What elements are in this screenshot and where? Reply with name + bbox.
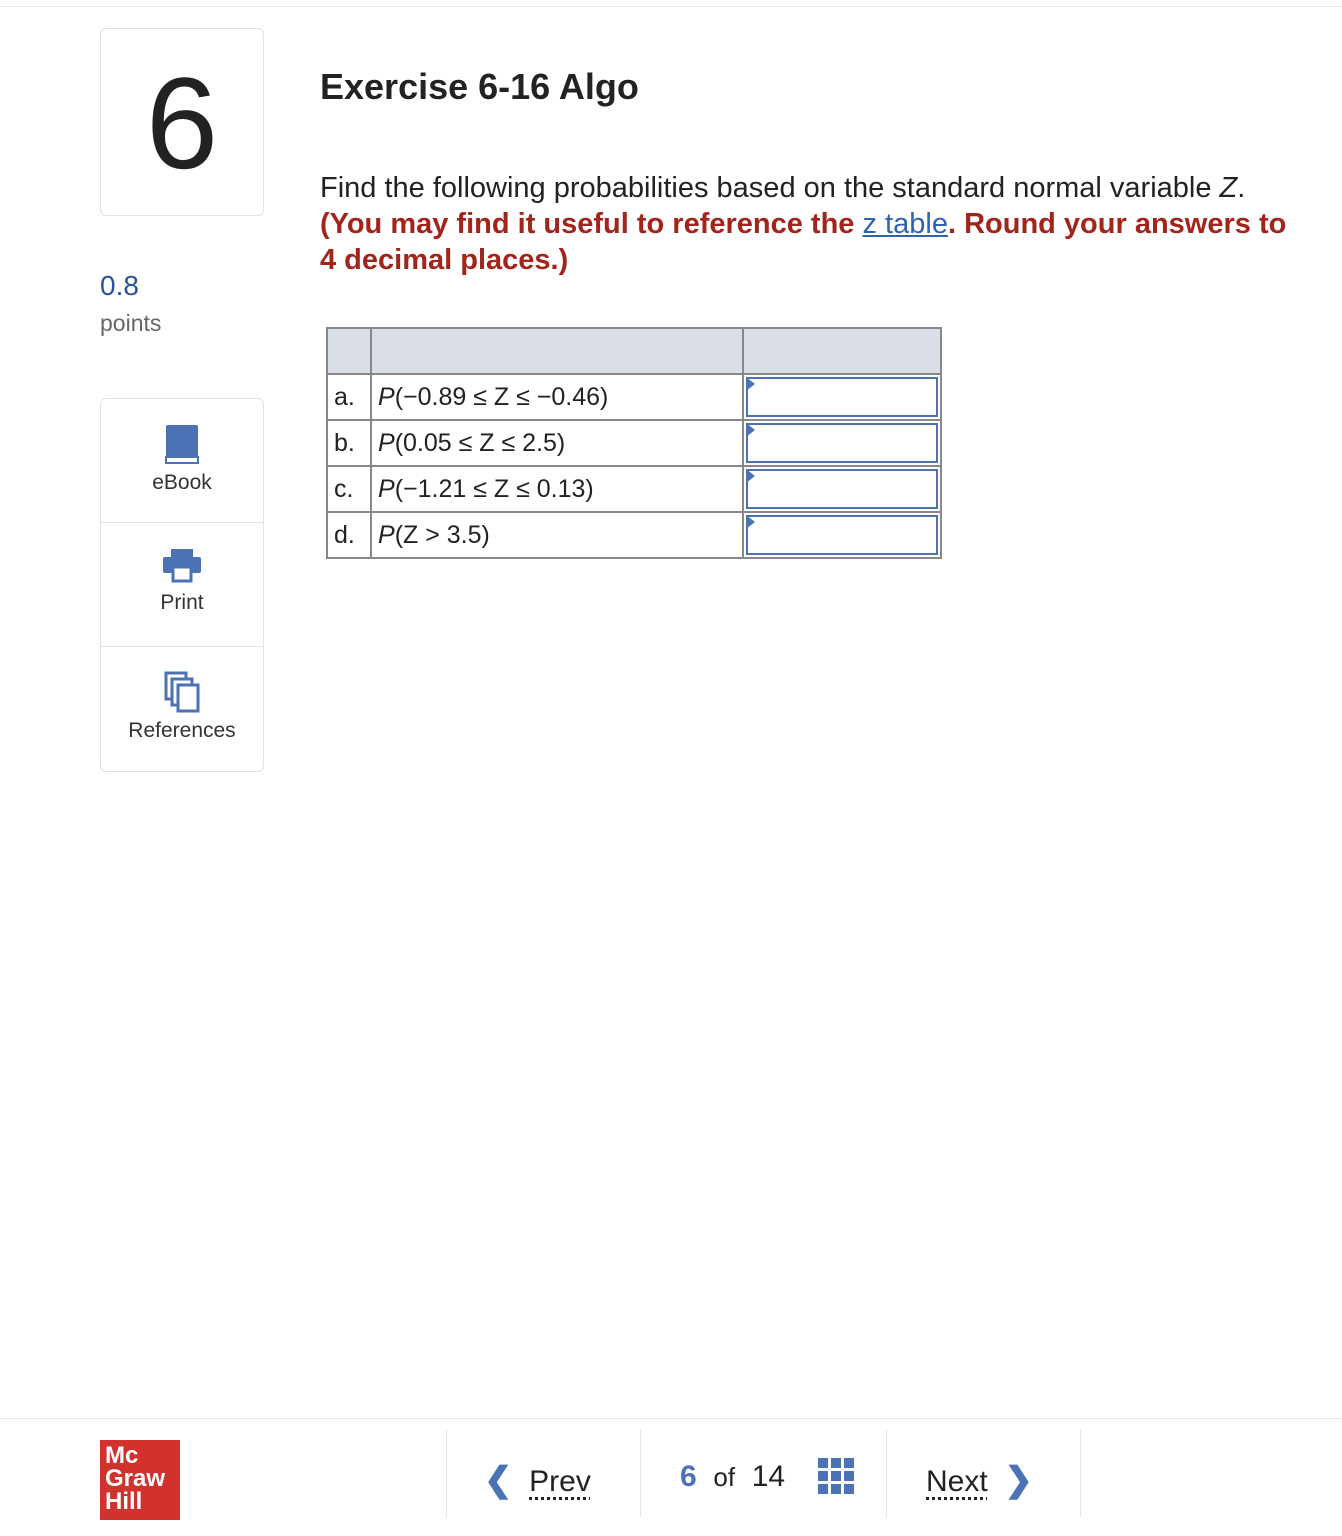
instruction-part: . Round your answers to 4 decimal places.) <box>320 208 1287 276</box>
divider <box>640 1430 641 1518</box>
row-letter: c. <box>327 466 371 512</box>
answer-table <box>326 327 942 559</box>
prev-label: Prev <box>529 1465 591 1498</box>
instruction-part: (You may find it useful to reference the <box>320 208 863 240</box>
divider <box>446 1430 447 1518</box>
ebook-label: eBook <box>152 471 212 494</box>
book-icon <box>163 423 201 465</box>
of-label: of <box>713 1462 736 1492</box>
flag-icon <box>746 515 755 529</box>
current-page: 6 <box>680 1460 697 1493</box>
grid-icon[interactable] <box>818 1458 854 1494</box>
total-pages: 14 <box>751 1460 786 1493</box>
instruction-text <box>320 208 1286 276</box>
table-row <box>327 420 941 466</box>
mcgraw-hill-logo: Mc Graw Hill <box>100 1440 180 1520</box>
table-row <box>327 374 941 420</box>
divider <box>886 1430 887 1518</box>
top-divider <box>0 6 1342 7</box>
next-label: Next <box>926 1465 988 1498</box>
row-expression: P(−0.89 ≤ Z ≤ −0.46) <box>371 374 743 420</box>
copy-icon <box>162 671 202 713</box>
question-number: 6 <box>100 28 264 216</box>
table-header <box>327 328 941 374</box>
page-indicator <box>680 1460 785 1494</box>
flag-icon <box>746 423 755 437</box>
ebook-button[interactable] <box>101 399 263 523</box>
divider <box>1080 1430 1081 1518</box>
chevron-left-icon: ❮ <box>484 1461 513 1499</box>
prompt-text: Find the following probabilities based on the standard normal variable <box>320 172 1220 204</box>
print-button[interactable] <box>101 523 263 647</box>
flag-icon <box>746 469 755 483</box>
references-label: References <box>128 719 236 742</box>
flag-icon <box>746 377 755 391</box>
footer-divider <box>0 1418 1342 1419</box>
row-expression: P(−1.21 ≤ Z ≤ 0.13) <box>371 466 743 512</box>
prompt-variable: Z <box>1219 172 1238 204</box>
table-row <box>327 512 941 558</box>
chevron-right-icon: ❯ <box>1004 1461 1033 1499</box>
question-prompt <box>320 170 1310 278</box>
prev-button[interactable] <box>484 1460 591 1500</box>
row-letter: a. <box>327 374 371 420</box>
references-button[interactable] <box>101 647 263 771</box>
printer-icon <box>161 547 203 585</box>
row-expression: P(Z > 3.5) <box>371 512 743 558</box>
prompt-text: . <box>1237 172 1246 204</box>
points-label: points <box>100 310 162 336</box>
row-letter: b. <box>327 420 371 466</box>
row-letter: d. <box>327 512 371 558</box>
table-row <box>327 466 941 512</box>
print-label: Print <box>160 591 204 614</box>
answer-input-b[interactable] <box>746 423 938 463</box>
answer-input-c[interactable] <box>746 469 938 509</box>
next-button[interactable] <box>926 1460 1033 1500</box>
answer-input-d[interactable] <box>746 515 938 555</box>
z-table-link[interactable]: z table <box>862 208 948 240</box>
tools-panel <box>100 398 264 772</box>
answer-input-a[interactable] <box>746 377 938 417</box>
exercise-title: Exercise 6-16 Algo <box>320 66 639 107</box>
row-expression: P(0.05 ≤ Z ≤ 2.5) <box>371 420 743 466</box>
points-value: 0.8 <box>100 270 139 301</box>
